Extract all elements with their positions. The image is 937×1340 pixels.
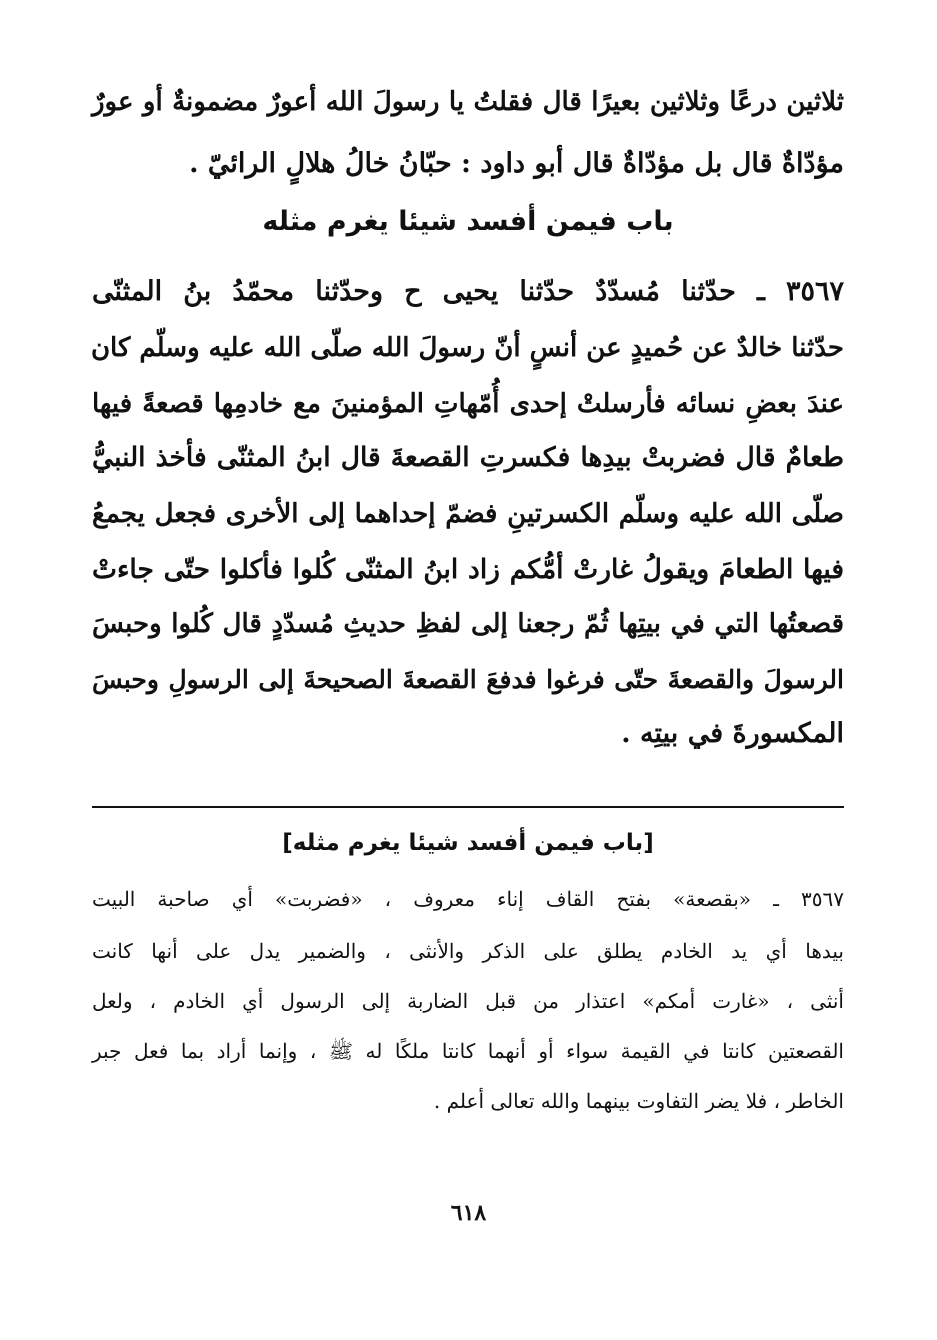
hadith-line: ٣٥٦٧ ـ حدّثنا مُسدّدٌ حدّثنا يحيى ح وحدّثنا محمّدُ بنُ المثنّى	[92, 276, 844, 307]
footnote-line: ٣٥٦٧ ـ «بقصعة» بفتح القاف إناء معروف ، «فضربت» أي صاحبة البيت	[92, 887, 844, 911]
hadith-line: قصعتُها التي في بيتِها ثُمّ رجعنا إلى لفظِ حديثِ مُسدّدٍ قال كُلوا وحبسَ	[92, 609, 844, 639]
page-number: ٦١٨	[450, 1200, 487, 1226]
hadith-line: المكسورةَ في بيتِه .	[621, 718, 844, 749]
hadith-line: حدّثنا خالدٌ عن حُميدٍ عن أنسٍ أنّ رسولَ الله صلّى الله عليه وسلّم كان	[90, 333, 844, 363]
hadith-line: عندَ بعضِ نسائه فأرسلتْ إحدى أُمّهاتِ المؤمنينَ مع خادمِها قصعةً فيها	[92, 389, 844, 419]
footnote-line: القصعتين كانتا في القيمة سواء أو أنهما كانتا ملكًا له ﷺ ، وإنما أراد بما فعل جبر	[92, 1039, 844, 1063]
text-line: ثلاثين درعًا وثلاثين بعيرًا قال فقلتُ يا رسولَ الله أعورٌ مضمونةٌ أو عورٌ	[92, 87, 844, 117]
footnote-divider	[92, 806, 844, 808]
footnote-heading: [باب فيمن أفسد شيئا يغرم مثله]	[282, 830, 654, 856]
hadith-line: طعامٌ قال فضربتْ بيدِها فكسرتِ القصعةَ قال ابنُ المثنّى فأخذ النبيُّ	[92, 442, 844, 473]
footnote-line: بيدها أي يد الخادم يطلق على الذكر والأنثى ، والضمير يدل على أنها كانت	[92, 939, 844, 963]
footnote-line: أنثى ، «غارت أمكم» اعتذار من قبل الضاربة إلى الرسول أي الخادم ، ولعل	[92, 989, 844, 1013]
text-line: مؤدّاةٌ قال بل مؤدّاةٌ قال أبو داود : حبّانُ خالُ هلالٍ الرائيّ .	[189, 148, 844, 179]
footnote-line: الخاطر ، فلا يضر التفاوت بينهما والله تعالى أعلم .	[433, 1089, 844, 1113]
hadith-line: فيها الطعامَ ويقولُ غارتْ أمُّكم زاد ابنُ المثنّى كُلوا فأكلوا حتّى جاءتْ	[92, 554, 844, 585]
hadith-line: الرسولَ والقصعةَ حتّى فرغوا فدفعَ القصعةَ الصحيحةَ إلى الرسولِ وحبسَ	[92, 665, 844, 694]
hadith-line: صلّى الله عليه وسلّم الكسرتينِ فضمّ إحداهما إلى الأخرى فجعل يجمعُ	[92, 499, 844, 529]
chapter-heading: باب فيمن أفسد شيئا يغرم مثله	[262, 206, 674, 237]
